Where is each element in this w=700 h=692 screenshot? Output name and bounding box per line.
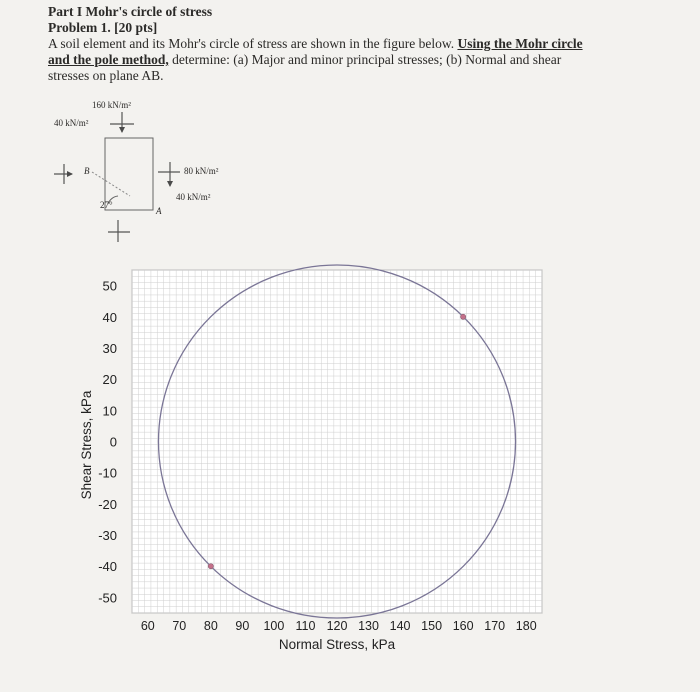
stress-point [461,314,466,319]
x-tick-label: 110 [295,619,316,633]
left-stress-label: 40 kN/m² [54,118,89,128]
x-tick-label: 60 [140,619,155,633]
x-tick-label: 90 [235,619,250,633]
y-tick-label: 50 [102,278,117,294]
y-tick-label: -20 [98,496,117,512]
right-normal-label: 80 kN/m² [184,166,219,176]
plot-area [132,270,542,613]
point-a-label: A [156,206,162,216]
x-tick-label: 100 [263,619,285,633]
x-tick-label: 140 [389,619,411,633]
stress-point [208,564,213,569]
y-tick-label: -50 [98,590,117,606]
x-tick-label: 120 [326,619,348,633]
pole-method-emphasis: and the pole method, [48,52,169,67]
problem-text-line-3: stresses on plane AB. [48,68,164,83]
x-tick-labels [141,619,537,633]
x-tick-label: 180 [515,619,537,633]
y-tick-label: 30 [102,340,117,356]
x-tick-label: 160 [452,619,474,633]
problem-number: Problem 1. [20 pts] [48,20,158,35]
x-tick-label: 70 [172,619,187,633]
right-shear-label: 40 kN/m² [176,192,211,202]
problem-text-1: A soil element and its Mohr's circle of stress are shown in the figure below. [48,36,458,51]
y-tick-label: 40 [102,309,117,325]
mohr-circle-emphasis: Using the Mohr circle [457,36,583,51]
section-title: Part I Mohr's circle of stress [48,4,213,19]
point-b-label: B [84,166,90,176]
x-tick-label: 130 [358,619,379,633]
y-tick-label: 20 [102,372,117,388]
problem-text-2: determine: (a) Major and minor principal stresses; (b) Normal and shear [168,52,562,67]
chart-grid [132,270,542,613]
y-tick-labels [98,279,117,606]
top-stress-label: 160 kN/m² [92,100,131,110]
angle-label: 27° [100,200,113,210]
y-tick-label: -10 [98,465,117,481]
x-tick-label: 170 [484,619,506,633]
y-tick-label: -40 [98,559,117,575]
y-tick-label: 0 [109,434,117,450]
x-axis-label: Normal Stress, kPa [278,637,396,652]
x-tick-label: 80 [203,619,218,633]
y-axis-label: Shear Stress, kPa [79,390,94,500]
x-tick-label: 150 [421,619,443,633]
y-tick-label: 10 [102,403,117,419]
y-tick-label: -30 [98,528,117,544]
